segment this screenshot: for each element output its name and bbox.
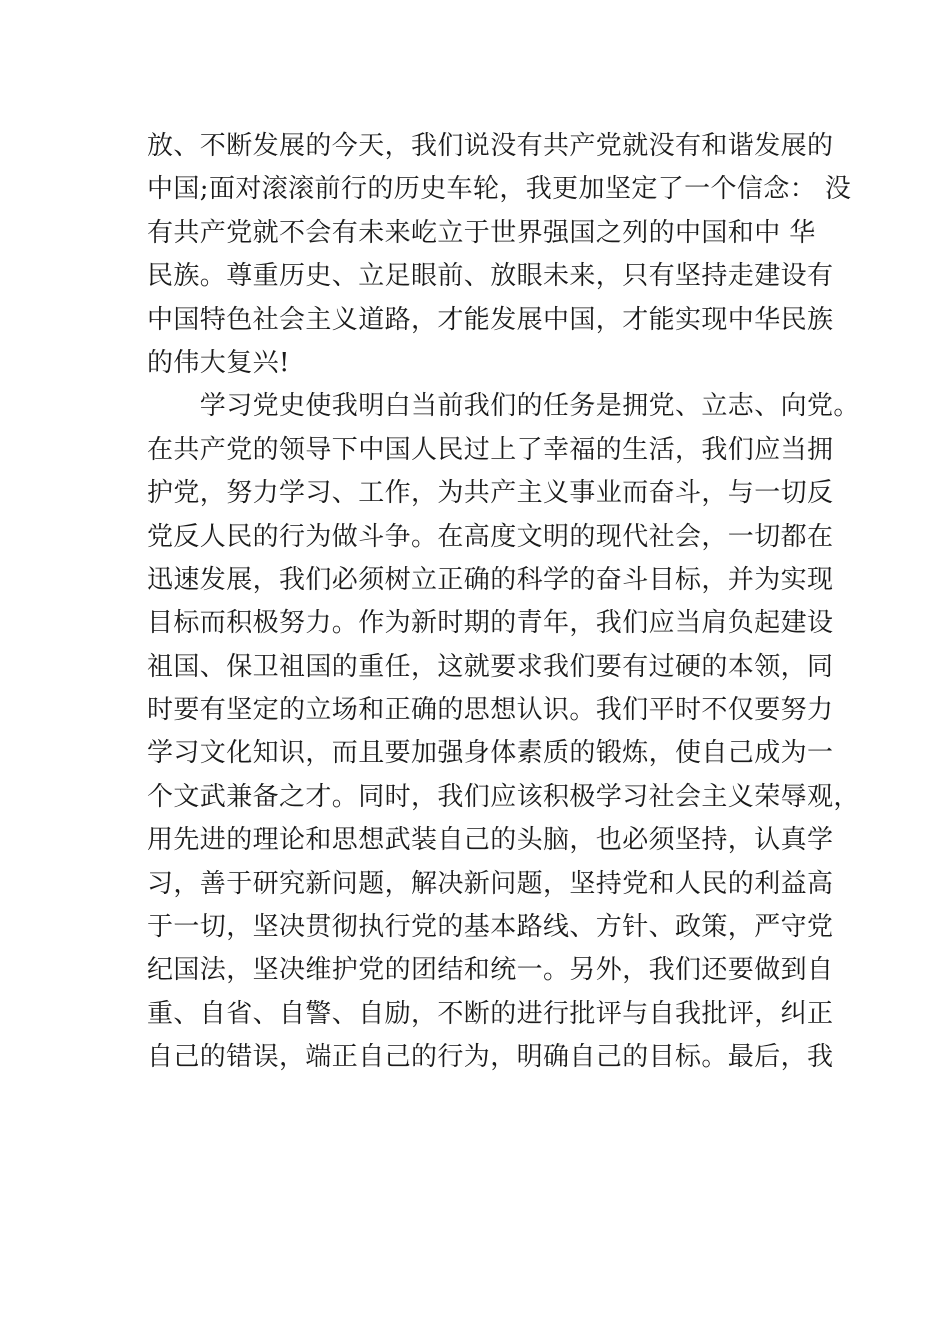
text-line: 时要有坚定的立场和正确的思想认识。我们平时不仅要努力 [147, 695, 834, 726]
text-line: 学习党史使我明白当前我们的任务是拥党、立志、向党。 [147, 391, 860, 422]
text-line: 自己的错误，端正自己的行为，明确自己的目标。最后，我 [147, 1042, 834, 1073]
text-line: 祖国、保卫祖国的重任，这就要求我们要有过硬的本领，同 [147, 651, 834, 682]
text-line: 民族。尊重历史、立足眼前、放眼未来，只有坚持走建设有 [147, 261, 834, 292]
text-line: 迅速发展，我们必须树立正确的科学的奋斗目标，并为实现 [147, 564, 834, 595]
paragraph-2 [147, 385, 860, 1079]
text-line: 的伟大复兴! [147, 347, 290, 378]
text-line: 习，善于研究新问题，解决新问题，坚持党和人民的利益高 [147, 868, 834, 899]
text-line: 于一切，坚决贯彻执行党的基本路线、方针、政策，严守党 [147, 912, 834, 943]
text-line: 个文武兼备之才。同时，我们应该积极学习社会主义荣辱观， [147, 781, 860, 812]
paragraph-1 [147, 125, 852, 385]
text-line: 用先进的理论和思想武装自己的头脑，也必须坚持，认真学 [147, 825, 834, 856]
text-line: 护党，努力学习、工作，为共产主义事业而奋斗，与一切反 [147, 478, 834, 509]
text-line: 纪国法，坚决维护党的团结和统一。另外，我们还要做到自 [147, 955, 834, 986]
text-line: 重、自省、自警、自励，不断的进行批评与自我批评，纠正 [147, 998, 834, 1029]
text-line: 学习文化知识，而且要加强身体素质的锻炼，使自己成为一 [147, 738, 834, 769]
text-line: 党反人民的行为做斗争。在高度文明的现代社会，一切都在 [147, 521, 834, 552]
text-line: 在共产党的领导下中国人民过上了幸福的生活，我们应当拥 [147, 434, 834, 465]
text-line: 放、不断发展的今天，我们说没有共产党就没有和谐发展的 [147, 131, 834, 161]
document-body [147, 125, 860, 1080]
text-line: 目标而积极努力。作为新时期的青年，我们应当肩负起建设 [147, 608, 834, 639]
text-line: 有共产党就不会有未来屹立于世界强国之列的中国和中 华 [147, 217, 816, 248]
text-line: 中国;面对滚滚前行的历史车轮，我更加坚定了一个信念： 没 [147, 174, 852, 205]
text-line: 中国特色社会主义道路，才能发展中国，才能实现中华民族 [147, 304, 834, 335]
